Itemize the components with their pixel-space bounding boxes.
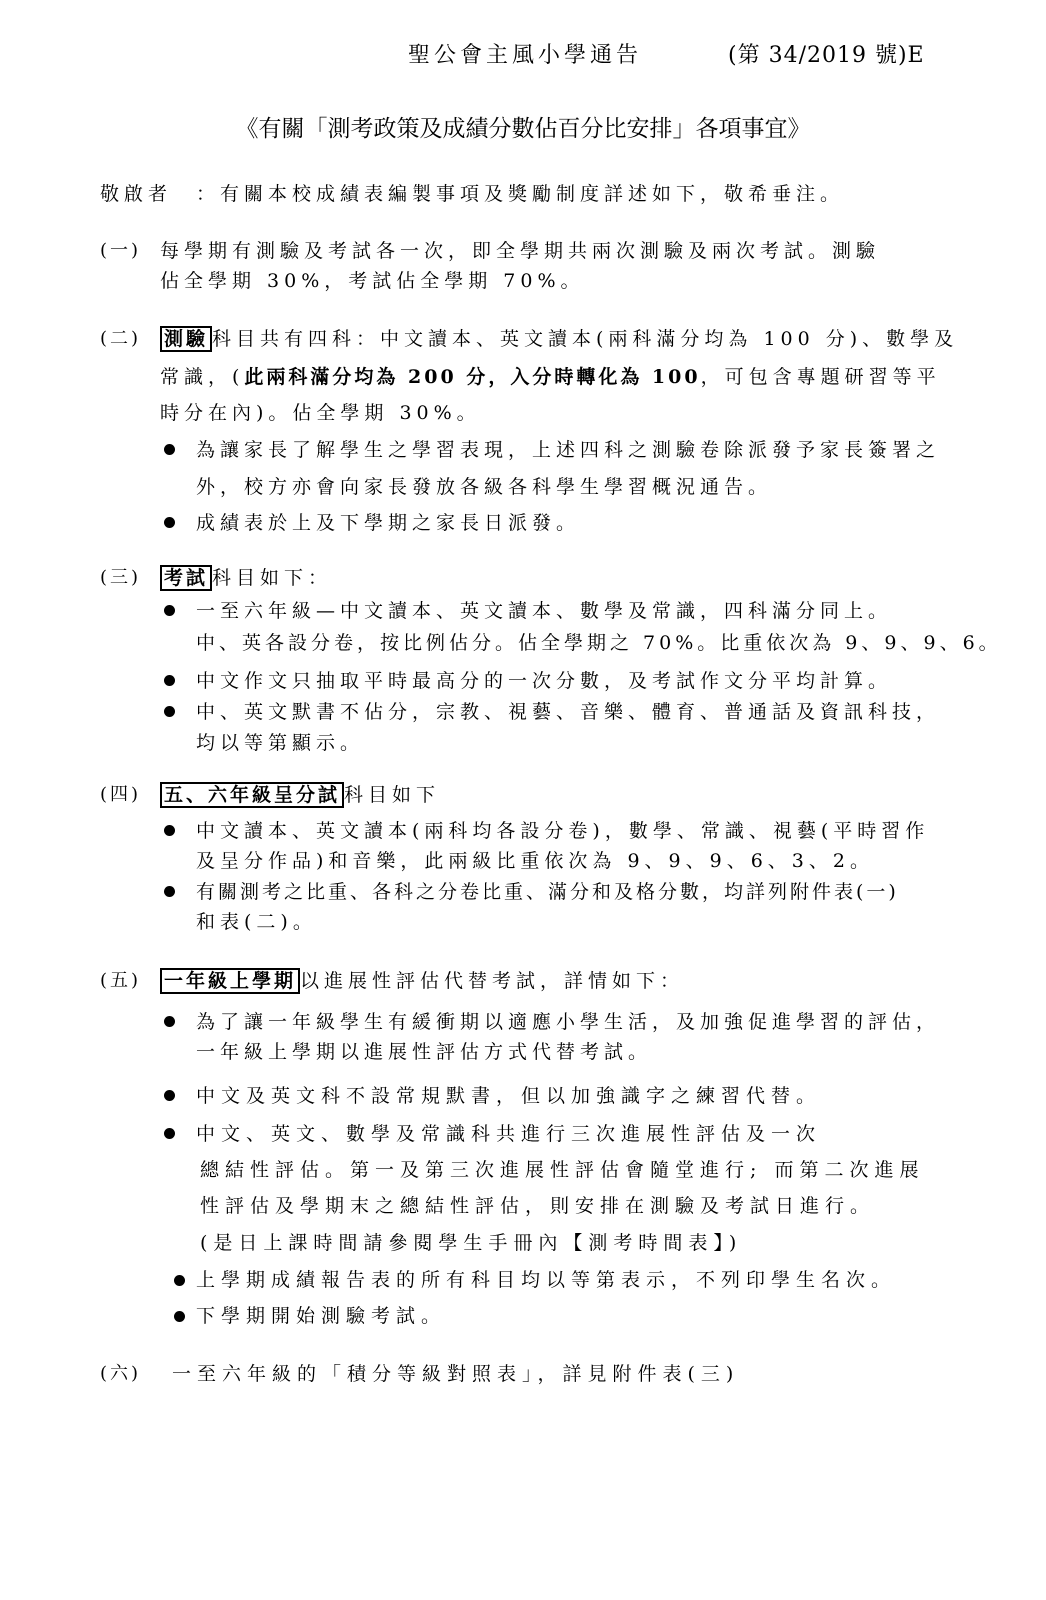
document-title: 《有關「測考政策及成績分數佔百分比安排」各項事宜》 xyxy=(235,116,811,142)
section-1-number: (一) xyxy=(100,240,142,261)
section-2-line-1 xyxy=(160,326,958,352)
greeting: 敬啟者 ：有關本校成績表編製事項及獎勵制度詳述如下，敬希垂注。 xyxy=(100,183,845,205)
section-3-bullet-1-line-1: 一至六年級—中文讀本、英文讀本、數學及常識，四科滿分同上。 xyxy=(196,600,893,622)
section-2-bold-text: 此兩科滿分均為 200 分，入分時轉化為 100 xyxy=(244,366,701,388)
school-notice-heading: 聖公會主風小學通告 xyxy=(408,43,643,68)
section-2-bullet-1-line-1: 為讓家長了解學生之學習表現，上述四科之測驗卷除派發予家長簽署之 xyxy=(196,439,941,461)
section-5-bullet-1-line-2: 一年級上學期以進展性評估方式代替考試。 xyxy=(196,1041,653,1063)
section-2-boxed-term: 測驗 xyxy=(160,326,212,352)
section-5-bullet-3-line-2: 總結性評估。第一及第三次進展性評估會隨堂進行; 而第二次進展 xyxy=(200,1159,925,1181)
section-2-line-2 xyxy=(160,364,941,390)
section-1-line-2: 佔全學期 30%，考試佔全學期 70%。 xyxy=(160,270,585,292)
section-5-bullet-3-line-3: 性評估及學期末之總結性評估，則安排在測驗及考試日進行。 xyxy=(200,1195,876,1217)
section-6-text: 一至六年級的「積分等級對照表」，詳見附件表(三) xyxy=(172,1363,740,1385)
section-3-bullet-1-line-2: 中、英各設分卷，按比例佔分。佔全學期之 70%。比重依次為 9、9、9、6。 xyxy=(196,632,1002,654)
section-3-number: (三) xyxy=(100,567,142,588)
section-5-bullet-3-line-1: 中文、英文、數學及常識科共進行三次進展性評估及一次 xyxy=(196,1123,822,1145)
bullet-icon xyxy=(164,1016,175,1027)
section-2-number: (二) xyxy=(100,328,142,349)
section-2-line-1-text: 科目共有四科：中文讀本、英文讀本(兩科滿分均為 100 分)、數學及 xyxy=(212,328,959,350)
bullet-icon xyxy=(164,675,175,686)
section-3-boxed-term: 考試 xyxy=(160,565,212,591)
bullet-icon xyxy=(174,1275,185,1286)
bullet-icon xyxy=(164,706,175,717)
section-5-bullet-3-line-4: (是日上課時間請參閱學生手冊內【測考時間表】) xyxy=(200,1232,743,1254)
section-5-boxed-term: 一年級上學期 xyxy=(160,968,300,994)
section-3-heading xyxy=(160,565,332,591)
bullet-icon xyxy=(164,444,175,455)
section-4-number: (四) xyxy=(100,784,142,805)
section-5-bullet-5: 下學期開始測驗考試。 xyxy=(196,1305,447,1327)
section-2-bullet-2: 成績表於上及下學期之家長日派發。 xyxy=(196,512,581,534)
bullet-icon xyxy=(174,1311,185,1322)
section-4-bullet-1-line-2: 及呈分作品)和音樂，此兩級比重依次為 9、9、9、6、3、2。 xyxy=(196,850,874,872)
section-3-heading-text: 科目如下： xyxy=(212,567,333,589)
section-3-bullet-3-line-1: 中、英文默書不佔分，宗教、視藝、音樂、體育、普通話及資訊科技， xyxy=(196,701,941,723)
section-4-heading-text: 科目如下 xyxy=(344,784,441,806)
section-5-number: (五) xyxy=(100,970,142,991)
bullet-icon xyxy=(164,605,175,616)
section-5-bullet-1-line-1: 為了讓一年級學生有緩衝期以適應小學生活，及加強促進學習的評估， xyxy=(196,1011,941,1033)
section-3-bullet-3-line-2: 均以等第顯示。 xyxy=(196,732,365,754)
bullet-icon xyxy=(164,1090,175,1101)
bullet-icon xyxy=(164,517,175,528)
section-4-bullet-2-line-2: 和表(二)。 xyxy=(196,911,317,933)
section-6-number: (六) xyxy=(100,1363,142,1384)
section-4-bullet-2-line-1: 有關測考之比重、各科之分卷比重、滿分和及格分數，均詳列附件表(一) xyxy=(196,881,899,903)
section-2-bullet-1-line-2: 外，校方亦會向家長發放各級各科學生學習概況通告。 xyxy=(196,476,773,498)
section-2-line-2-pre: 常識，( xyxy=(160,366,245,388)
section-2-line-2-post: ，可包含專題研習等平 xyxy=(700,366,941,388)
section-2-line-3: 時分在內)。佔全學期 30%。 xyxy=(160,402,481,424)
notice-number: (第 34/2019 號)E xyxy=(728,43,925,68)
section-3-bullet-2: 中文作文只抽取平時最高分的一次分數，及考試作文分平均計算。 xyxy=(196,670,893,692)
section-5-bullet-2: 中文及英文科不設常規默書，但以加強識字之練習代替。 xyxy=(196,1085,822,1107)
section-4-boxed-term: 五、六年級呈分試 xyxy=(160,782,344,808)
section-5-heading-text: 以進展性評估代替考試，詳情如下： xyxy=(300,970,685,992)
section-1-line-1: 每學期有測驗及考試各一次，即全學期共兩次測驗及兩次考試。測驗 xyxy=(160,240,881,262)
bullet-icon xyxy=(164,1128,175,1139)
section-4-heading xyxy=(160,782,440,808)
section-4-bullet-1-line-1: 中文讀本、英文讀本(兩科均各設分卷)，數學、常識、視藝(平時習作 xyxy=(196,820,930,842)
section-5-bullet-4: 上學期成績報告表的所有科目均以等第表示，不列印學生名次。 xyxy=(196,1269,897,1291)
section-5-heading xyxy=(160,968,684,994)
bullet-icon xyxy=(164,825,175,836)
bullet-icon xyxy=(164,886,175,897)
